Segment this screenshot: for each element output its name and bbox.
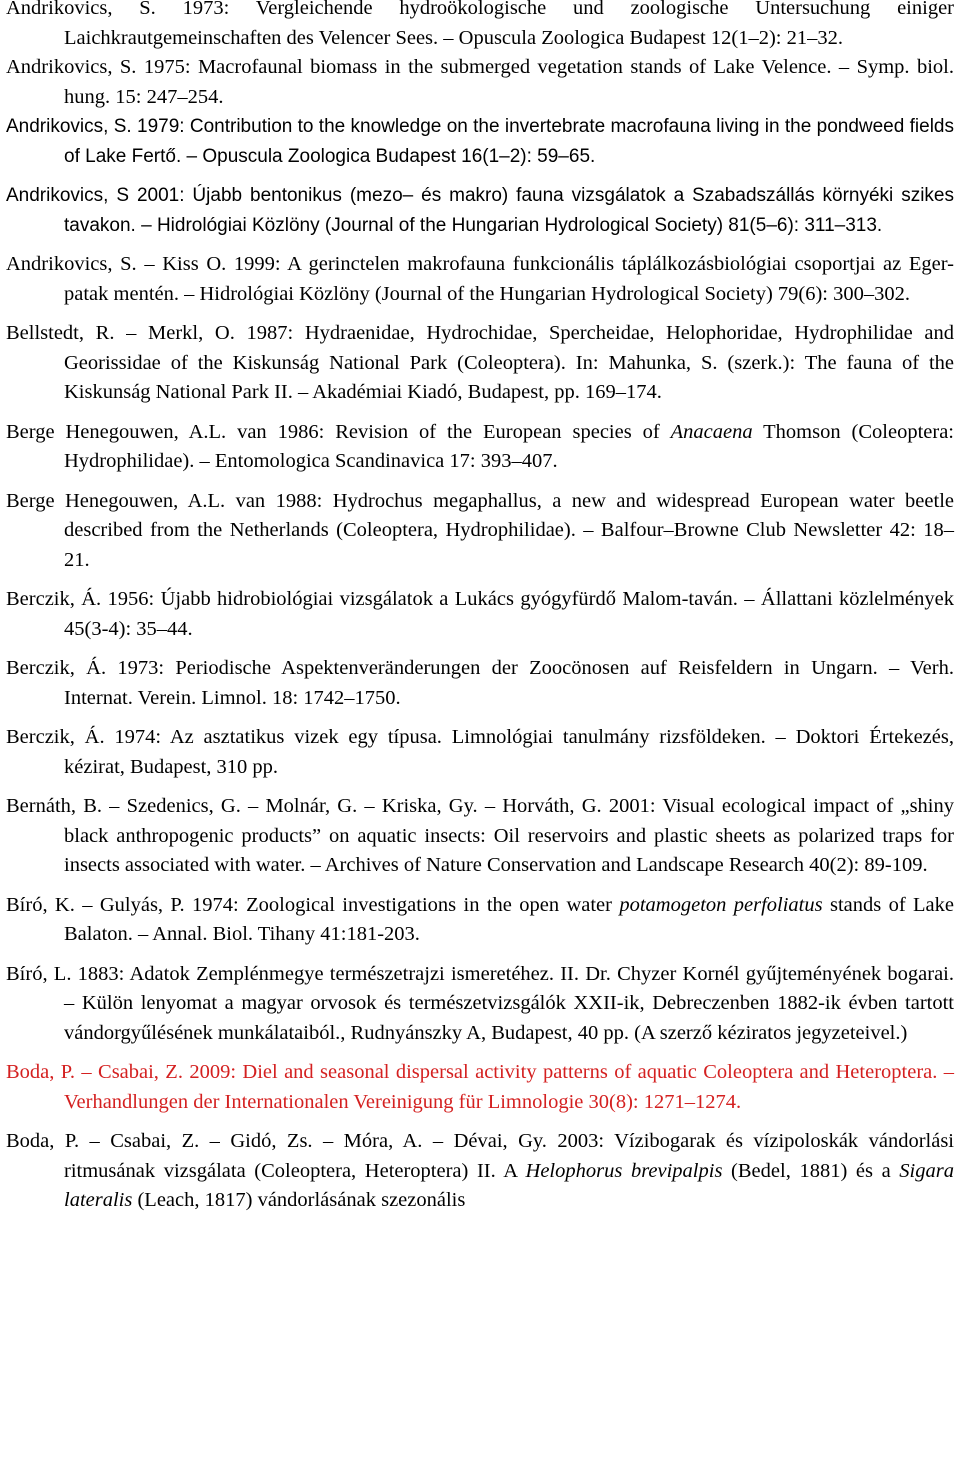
reference-entry bbox=[6, 0, 954, 53]
reference-text: Bellstedt, R. – Merkl, O. 1987: Hydraenidae, Hydrochidae, Spercheidae, Helophoridae, Hydrophilidae and Georissidae of the Kiskunság National Park (Coleoptera). In: Mahunka, S. (szerk.): The fauna of the Kiskunság National Park II. – Akadémiai Kiadó, Budapest, pp. 169–174. bbox=[6, 322, 954, 403]
italic-species-name: potamogeton perfoliatus bbox=[619, 893, 823, 916]
reference-entry bbox=[6, 487, 954, 576]
reference-entry bbox=[6, 418, 954, 477]
reference-entry bbox=[6, 891, 954, 950]
reference-text: Andrikovics, S. 1975: Macrofaunal biomass in the submerged vegetation stands of Lake Velence. – Symp. biol. hung. 15: 247–254. bbox=[6, 56, 954, 108]
reference-text: Bernáth, B. – Szedenics, G. – Molnár, G. – Kriska, Gy. – Horváth, G. 2001: Visual ecological impact of „shiny black anthropogenic products” on aquatic insects: Oil reservoirs and plastic sheets as polarized traps for insects associated with water. – Archives of Nature Conservation and Landscape Research 40(2): 89-109. bbox=[6, 795, 954, 876]
reference-text: Andrikovics, S. 1979: Contribution to the knowledge on the invertebrate macrofauna living in the pondweed fields of Lake Fertő. – Opuscula Zoologica Budapest 16(1–2): 59–65. bbox=[6, 116, 954, 167]
reference-text: Boda, P. – Csabai, Z. 2009: Diel and seasonal dispersal activity patterns of aquatic Coleoptera and Heteroptera. – Verhandlungen der Internationalen Vereinigung für Limnologie 30(8): 1271–1274. bbox=[6, 1061, 954, 1113]
reference-text: Andrikovics, S. – Kiss O. 1999: A gerinctelen makrofauna funkcionális táplálkozásbiológiai csoportjai az Eger-patak mentén. – Hidrológiai Közlöny (Journal of the Hungarian Hydrological Society) 79(6): 300–302. bbox=[6, 253, 954, 305]
reference-text: (Leach, 1817) vándorlásának szezonális bbox=[132, 1189, 466, 1211]
reference-entry bbox=[6, 1058, 954, 1117]
reference-entry bbox=[6, 585, 954, 644]
reference-text: Berczik, Á. 1956: Újabb hidrobiológiai vizsgálatok a Lukács gyógyfürdő Malom-taván. – Állattani közlelmények 45(3-4): 35–44. bbox=[6, 588, 954, 640]
reference-entry bbox=[6, 654, 954, 713]
reference-entry bbox=[6, 319, 954, 408]
reference-text: Boda, P. – Csabai, Z. – Gidó, Zs. – Móra, A. – Dévai, Gy. 2003: Vízibogarak és vízipoloskák vándorlási ritmusának vizsgálata (Coleoptera, Heteroptera) II. A bbox=[6, 1130, 954, 1182]
reference-text: Andrikovics, S 2001: Újabb bentonikus (mezo– és makro) fauna vizsgálatok a Szabadszállás környéki szikes tavakon. – Hidrológiai Közlöny (Journal of the Hungarian Hydrological Society) 81(5–6): 311–313. bbox=[6, 185, 954, 236]
reference-text: Thomson (Coleoptera: Hydrophilidae). – Entomologica Scandinavica 17: 393–407. bbox=[64, 420, 954, 472]
reference-entry bbox=[6, 723, 954, 782]
italic-species-name: Sigara lateralis bbox=[64, 1159, 954, 1211]
reference-text: (Bedel, 1881) és a bbox=[722, 1159, 900, 1182]
reference-text: Andrikovics, S. 1973: Vergleichende hydroökologische und zoologische Untersuchung einiger Laichkrautgemeinschaften des Velencer Sees. – Opuscula Zoologica Budapest 12(1–2): 21–32. bbox=[6, 0, 954, 49]
reference-text: Berczik, Á. 1974: Az asztatikus vizek egy típusa. Limnológiai tanulmány rizsföldeken. – Doktori Értekezés, kézirat, Budapest, 310 pp. bbox=[6, 726, 954, 778]
italic-species-name: Helophorus brevipalpis bbox=[525, 1159, 723, 1182]
reference-entry bbox=[6, 53, 954, 112]
reference-text: Berczik, Á. 1973: Periodische Aspektenveränderungen der Zoocönosen auf Reisfeldern in Ungarn. – Verh. Internat. Verein. Limnol. 18: 1742–1750. bbox=[6, 657, 954, 709]
reference-entry bbox=[6, 792, 954, 881]
reference-text: Berge Henegouwen, A.L. van 1988: Hydrochus megaphallus, a new and widespread European water beetle described from the Netherlands (Coleoptera, Hydrophilidae). – Balfour–Browne Club Newsletter 42: 18–21. bbox=[6, 489, 954, 571]
reference-text: stands of Lake Balaton. – Annal. Biol. Tihany 41:181-203. bbox=[64, 893, 955, 945]
reference-entry bbox=[6, 181, 954, 240]
reference-entry bbox=[6, 1127, 954, 1216]
reference-text: Bíró, L. 1883: Adatok Zemplénmegye természetrajzi ismeretéhez. II. Dr. Chyzer Kornél gyűjteményének bogarai. – Külön lenyomat a magyar orvosok és természetvizsgálók XXII-ik, Debreczenben 1882-ik évben tartott vándorgyűlésének munkálataiból., Rudnyánszky A, Budapest, 40 pp. (A szerző kéziratos jegyzeteivel.) bbox=[6, 962, 954, 1044]
reference-text: Bíró, K. – Gulyás, P. 1974: Zoological investigations in the open water bbox=[6, 893, 620, 916]
reference-entry bbox=[6, 250, 954, 309]
reference-entry bbox=[6, 112, 954, 171]
italic-species-name: Anacaena bbox=[670, 420, 753, 443]
reference-entry bbox=[6, 960, 954, 1049]
reference-text: Berge Henegouwen, A.L. van 1986: Revision of the European species of bbox=[6, 420, 671, 443]
